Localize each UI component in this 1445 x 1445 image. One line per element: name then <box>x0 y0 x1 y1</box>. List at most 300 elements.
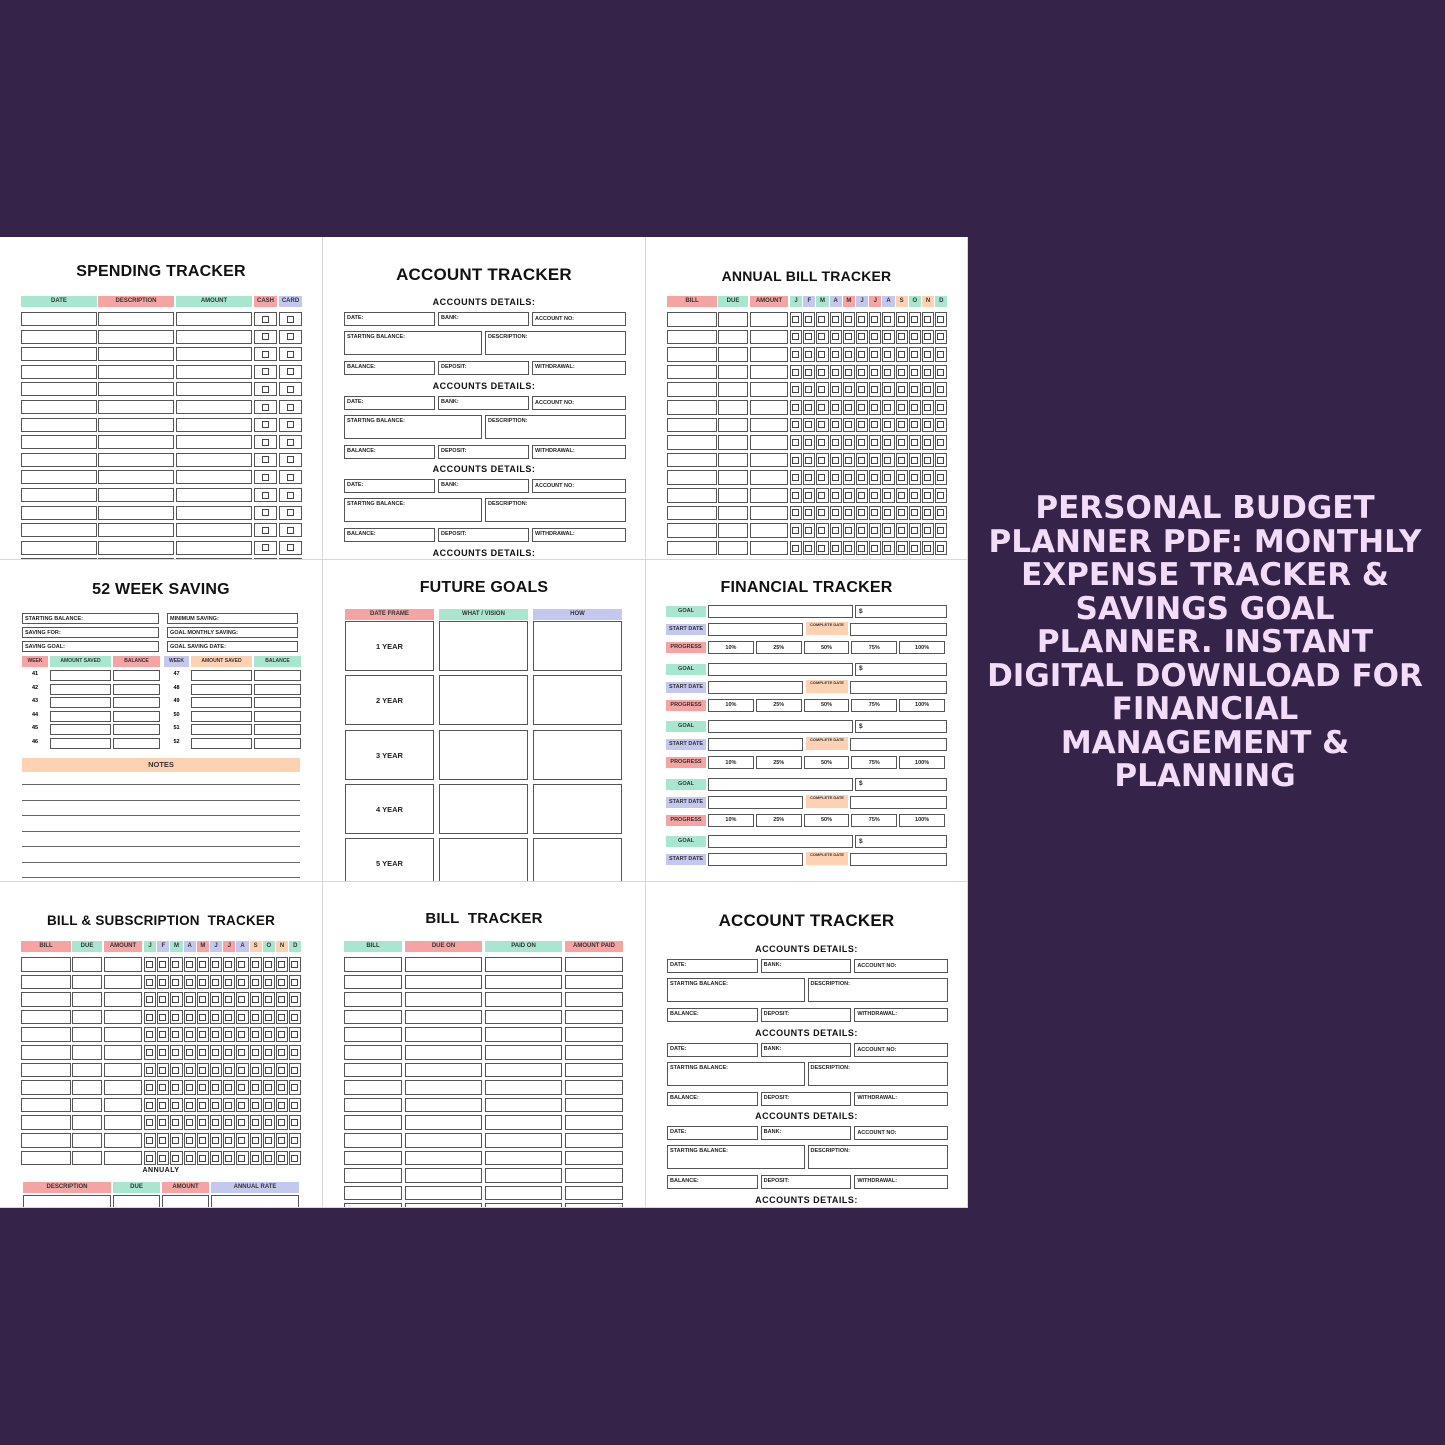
field-label: WITHDRAWAL: <box>535 531 575 537</box>
checkbox-icon <box>898 369 905 376</box>
time-frame-label: 3 YEAR <box>376 750 403 760</box>
column-header: F <box>157 941 169 952</box>
table-cell <box>439 730 528 780</box>
checkbox-icon <box>172 1014 179 1021</box>
checkbox-icon <box>252 1102 259 1109</box>
column-header: O <box>909 296 921 307</box>
checkbox-icon <box>858 527 865 534</box>
table-cell <box>72 1080 102 1095</box>
column-header: WEEK <box>22 656 48 667</box>
field-label: STARTING BALANCE: <box>347 501 405 507</box>
progress-percent: 25% <box>773 759 785 766</box>
column-header: J <box>790 296 802 307</box>
checkbox-icon <box>858 386 865 393</box>
table-cell <box>708 796 803 809</box>
checkbox-icon <box>172 1031 179 1038</box>
table-cell <box>405 1203 482 1208</box>
table-cell <box>533 838 622 882</box>
checkbox-icon <box>278 979 285 986</box>
checkbox-icon <box>278 1102 285 1109</box>
checkbox-icon <box>212 1031 219 1038</box>
checkbox-icon <box>871 351 878 358</box>
checkbox-icon <box>287 439 294 446</box>
field-label: DATE: <box>670 1045 687 1052</box>
checkbox-icon <box>845 369 852 376</box>
checkbox-icon <box>199 1137 206 1144</box>
checkbox-icon <box>262 439 269 446</box>
checkbox-icon <box>818 457 825 464</box>
checkbox-icon <box>898 457 905 464</box>
checkbox-icon <box>792 474 799 481</box>
table-cell <box>708 623 803 636</box>
checkbox-icon <box>159 1067 166 1074</box>
checkbox-icon <box>225 979 232 986</box>
table-cell <box>21 975 71 990</box>
checkbox-icon <box>199 1031 206 1038</box>
table-cell <box>344 1045 402 1060</box>
checkbox-icon <box>199 1049 206 1056</box>
page-title: BILL & SUBSCRIPTION TRACKER <box>46 913 276 928</box>
section-heading: ACCOUNTS DETAILS: <box>755 1027 858 1038</box>
checkbox-icon <box>805 351 812 358</box>
table-cell <box>708 778 853 791</box>
checkbox-icon <box>252 1031 259 1038</box>
checkbox-icon <box>845 439 852 446</box>
checkbox-icon <box>265 1102 272 1109</box>
checkbox-icon <box>884 316 891 323</box>
table-cell <box>21 957 71 972</box>
checkbox-icon <box>818 351 825 358</box>
section-heading: ACCOUNTS DETAILS: <box>432 547 536 558</box>
checkbox-icon <box>924 545 931 552</box>
subscription-tracker-page <box>0 882 323 1208</box>
field-label: DATE: <box>347 482 364 488</box>
column-header: PROGRESS <box>666 700 706 711</box>
checkbox-icon <box>858 439 865 446</box>
column-header: AMOUNT <box>162 1182 209 1193</box>
checkbox-icon <box>186 1137 193 1144</box>
field-label: STARTING BALANCE: <box>670 1064 728 1071</box>
checkbox-icon <box>278 1155 285 1162</box>
checkbox-icon <box>858 421 865 428</box>
field-label: WITHDRAWAL: <box>857 1094 898 1101</box>
column-header: START DATE <box>666 739 706 750</box>
table-cell <box>850 853 947 866</box>
table-cell <box>750 400 788 415</box>
table-cell <box>98 347 174 361</box>
column-header: AMOUNT PAID <box>565 941 623 952</box>
table-cell <box>718 400 748 415</box>
column-header: GOAL <box>666 779 706 790</box>
table-cell <box>104 1151 142 1166</box>
table-cell <box>50 684 111 695</box>
column-header: O <box>263 941 275 952</box>
column-header: D <box>935 296 947 307</box>
field-label: STARTING BALANCE: <box>347 334 405 340</box>
checkbox-icon <box>199 1067 206 1074</box>
table-cell <box>750 506 788 521</box>
table-cell <box>708 835 853 848</box>
column-header: COMPLETE DATE <box>806 795 848 808</box>
checkbox-icon <box>159 1137 166 1144</box>
table-cell <box>344 1168 402 1183</box>
checkbox-icon <box>845 333 852 340</box>
checkbox-icon <box>858 545 865 552</box>
field-label: GOAL MONTHLY SAVING: <box>170 629 238 636</box>
table-cell <box>113 697 160 708</box>
checkbox-icon <box>924 369 931 376</box>
checkbox-icon <box>262 492 269 499</box>
column-header: J <box>223 941 235 952</box>
table-cell <box>405 957 482 972</box>
financial-tracker-page <box>646 560 968 882</box>
checkbox-icon <box>265 1049 272 1056</box>
table-cell <box>176 470 252 484</box>
checkbox-icon <box>172 1049 179 1056</box>
checkbox-icon <box>146 1067 153 1074</box>
table-cell <box>485 1203 562 1208</box>
field-label: DEPOSIT: <box>441 531 467 537</box>
field-label: DESCRIPTION: <box>810 1148 850 1154</box>
checkbox-icon <box>911 404 918 411</box>
table-cell <box>254 684 301 695</box>
page-title: SPENDING TRACKER <box>76 263 246 280</box>
column-header: M <box>816 296 828 307</box>
table-cell <box>708 720 853 733</box>
checkbox-icon <box>845 492 852 499</box>
column-header: COMPLETE DATE <box>806 680 848 693</box>
field-label: BALANCE: <box>670 1011 699 1017</box>
checkbox-icon <box>291 1155 298 1162</box>
table-cell <box>98 541 174 555</box>
column-header: WEEK <box>164 656 189 667</box>
table-cell <box>405 1027 482 1042</box>
checkbox-icon <box>265 1014 272 1021</box>
field-label: $ <box>859 780 863 787</box>
column-header: J <box>856 296 868 307</box>
checkbox-icon <box>287 333 294 340</box>
table-cell <box>485 1027 562 1042</box>
checkbox-icon <box>937 545 944 552</box>
checkbox-icon <box>818 421 825 428</box>
checkbox-icon <box>265 1137 272 1144</box>
checkbox-icon <box>225 1155 232 1162</box>
column-header: AMOUNT <box>104 941 142 952</box>
field-label: BALANCE: <box>670 1094 699 1101</box>
table-cell <box>708 738 803 751</box>
checkbox-icon <box>172 979 179 986</box>
column-header: J <box>869 296 881 307</box>
table-cell <box>667 435 717 450</box>
section-heading: ACCOUNTS DETAILS: <box>432 297 536 307</box>
checkbox-icon <box>287 474 294 481</box>
checkbox-icon <box>265 1084 272 1091</box>
table-cell <box>50 724 111 735</box>
checkbox-icon <box>199 1102 206 1109</box>
table-cell <box>98 523 174 537</box>
checkbox-icon <box>252 1137 259 1144</box>
table-cell <box>50 738 111 749</box>
checkbox-icon <box>265 979 272 986</box>
field-label: DESCRIPTION: <box>488 334 528 340</box>
checkbox-icon <box>805 527 812 534</box>
table-cell <box>565 1027 623 1042</box>
checkbox-icon <box>159 1119 166 1126</box>
checkbox-icon <box>832 316 839 323</box>
table-cell <box>718 418 748 433</box>
progress-percent: 100% <box>915 702 930 708</box>
checkbox-icon <box>937 509 944 516</box>
table-cell <box>718 330 748 345</box>
checkbox-icon <box>858 457 865 464</box>
checkbox-icon <box>845 545 852 552</box>
checkbox-icon <box>238 1119 245 1126</box>
table-cell <box>21 992 71 1007</box>
table-cell <box>344 1010 402 1025</box>
checkbox-icon <box>291 996 298 1003</box>
checkbox-icon <box>818 316 825 323</box>
checkbox-icon <box>858 316 865 323</box>
table-cell <box>750 365 788 380</box>
table-cell <box>72 957 102 972</box>
column-header: BALANCE <box>254 656 301 667</box>
checkbox-icon <box>212 1084 219 1091</box>
checkbox-icon <box>924 527 931 534</box>
table-cell <box>98 488 174 502</box>
checkbox-icon <box>212 1014 219 1021</box>
checkbox-icon <box>845 421 852 428</box>
table-cell <box>104 992 142 1007</box>
checkbox-icon <box>262 368 269 375</box>
progress-percent: 50% <box>820 702 832 708</box>
checkbox-icon <box>146 961 153 968</box>
table-cell <box>176 523 252 537</box>
checkbox-icon <box>238 1084 245 1091</box>
checkbox-icon <box>262 351 269 358</box>
checkbox-icon <box>818 545 825 552</box>
table-cell <box>98 435 174 449</box>
checkbox-icon <box>911 386 918 393</box>
table-cell <box>50 711 111 722</box>
column-header: GOAL <box>666 664 706 675</box>
checkbox-icon <box>287 404 294 411</box>
checkbox-icon <box>818 509 825 516</box>
checkbox-icon <box>858 509 865 516</box>
checkbox-icon <box>291 1014 298 1021</box>
checkbox-icon <box>199 1014 206 1021</box>
field-label: DEPOSIT: <box>763 1094 790 1101</box>
checkbox-icon <box>146 1049 153 1056</box>
checkbox-icon <box>159 1031 166 1038</box>
checkbox-icon <box>884 333 891 340</box>
column-header: D <box>289 941 301 952</box>
section-heading: ACCOUNTS DETAILS: <box>755 1111 858 1121</box>
checkbox-icon <box>884 421 891 428</box>
table-cell <box>485 1115 562 1130</box>
table-cell <box>667 418 717 433</box>
table-cell <box>565 992 623 1007</box>
table-cell <box>718 506 748 521</box>
week-number: 50 <box>164 711 189 722</box>
table-cell <box>344 975 402 990</box>
table-cell <box>750 330 788 345</box>
checkbox-icon <box>186 1031 193 1038</box>
table-cell <box>718 435 748 450</box>
checkbox-icon <box>805 545 812 552</box>
week-number: 48 <box>164 684 189 695</box>
column-header: PROGRESS <box>666 642 706 653</box>
checkbox-icon <box>792 509 799 516</box>
checkbox-icon <box>911 421 918 428</box>
checkbox-icon <box>871 457 878 464</box>
checkbox-icon <box>832 527 839 534</box>
checkbox-icon <box>212 1049 219 1056</box>
checkbox-icon <box>898 316 905 323</box>
field-label: ACCOUNT NO: <box>535 399 575 406</box>
annual-heading: ANNUALY <box>142 1167 180 1174</box>
checkbox-icon <box>937 474 944 481</box>
field-label: ACCOUNT NO: <box>857 963 897 969</box>
table-cell <box>565 1115 623 1130</box>
checkbox-icon <box>832 509 839 516</box>
field-label: BALANCE: <box>347 531 376 537</box>
checkbox-icon <box>805 439 812 446</box>
column-header: START DATE <box>666 624 706 635</box>
table-cell <box>21 435 97 449</box>
field-label: ACCOUNT NO: <box>857 1130 897 1136</box>
checkbox-icon <box>262 386 269 393</box>
table-cell <box>344 1151 402 1166</box>
progress-percent: 100% <box>915 644 930 651</box>
checkbox-icon <box>792 439 799 446</box>
checkbox-icon <box>924 492 931 499</box>
checkbox-icon <box>832 457 839 464</box>
field-label: BANK: <box>763 1045 782 1052</box>
checkbox-icon <box>818 386 825 393</box>
checkbox-icon <box>832 421 839 428</box>
checkbox-icon <box>911 527 918 534</box>
field-label: DESCRIPTION: <box>488 417 528 424</box>
checkbox-icon <box>858 333 865 340</box>
table-cell <box>21 1027 71 1042</box>
field-label: WITHDRAWAL: <box>857 1011 898 1017</box>
field-label: WITHDRAWAL: <box>535 447 575 454</box>
checkbox-icon <box>845 351 852 358</box>
checkbox-icon <box>252 1049 259 1056</box>
table-cell <box>405 1063 482 1078</box>
checkbox-icon <box>252 1119 259 1126</box>
checkbox-icon <box>792 369 799 376</box>
table-cell <box>21 400 97 414</box>
field-label: $ <box>859 607 863 615</box>
notes-line <box>22 846 300 847</box>
section-heading: ACCOUNTS DETAILS: <box>432 380 536 391</box>
column-header: PROGRESS <box>666 757 706 768</box>
table-cell <box>750 347 788 362</box>
checkbox-icon <box>172 961 179 968</box>
table-cell <box>718 312 748 327</box>
checkbox-icon <box>884 457 891 464</box>
page-title: FUTURE GOALS <box>419 579 549 596</box>
checkbox-icon <box>225 1084 232 1091</box>
table-cell <box>176 435 252 449</box>
week-number: 51 <box>164 724 189 735</box>
checkbox-icon <box>291 1084 298 1091</box>
checkbox-icon <box>252 1155 259 1162</box>
checkbox-icon <box>845 404 852 411</box>
table-cell <box>565 975 623 990</box>
table-cell <box>750 453 788 468</box>
column-header: START DATE <box>666 854 706 865</box>
checkbox-icon <box>262 333 269 340</box>
field-label: STARTING BALANCE: <box>25 615 83 622</box>
table-cell <box>485 957 562 972</box>
checkbox-icon <box>225 961 232 968</box>
checkbox-icon <box>199 961 206 968</box>
column-header: BILL <box>21 941 71 952</box>
table-cell <box>176 347 252 361</box>
checkbox-icon <box>924 404 931 411</box>
checkbox-icon <box>871 404 878 411</box>
table-cell <box>104 1063 142 1078</box>
checkbox-icon <box>792 527 799 534</box>
checkbox-icon <box>225 1119 232 1126</box>
checkbox-icon <box>159 996 166 1003</box>
progress-percent: 25% <box>773 644 785 651</box>
checkbox-icon <box>937 333 944 340</box>
checkbox-icon <box>265 961 272 968</box>
checkbox-icon <box>238 1102 245 1109</box>
field-label: WITHDRAWAL: <box>535 364 575 370</box>
table-cell <box>344 1133 402 1148</box>
column-header: GOAL <box>666 721 706 732</box>
table-cell <box>485 992 562 1007</box>
table-cell <box>21 541 97 555</box>
checkbox-icon <box>238 1137 245 1144</box>
column-header: J <box>144 941 156 952</box>
table-cell <box>98 330 174 344</box>
checkbox-icon <box>805 333 812 340</box>
checkbox-icon <box>262 421 269 428</box>
column-header: DUE ON <box>405 941 482 952</box>
checkbox-icon <box>898 351 905 358</box>
checkbox-icon <box>199 979 206 986</box>
table-cell <box>72 1115 102 1130</box>
checkbox-icon <box>291 1067 298 1074</box>
checkbox-icon <box>832 545 839 552</box>
table-cell <box>344 1203 402 1208</box>
checkbox-icon <box>845 386 852 393</box>
checkbox-icon <box>252 996 259 1003</box>
table-cell <box>718 365 748 380</box>
checkbox-icon <box>832 404 839 411</box>
field-label: DEPOSIT: <box>441 447 467 454</box>
table-cell <box>21 382 97 396</box>
table-cell <box>72 1133 102 1148</box>
checkbox-icon <box>172 1102 179 1109</box>
checkbox-icon <box>199 1119 206 1126</box>
table-cell <box>98 312 174 326</box>
field-label: BANK: <box>763 962 782 968</box>
checkbox-icon <box>937 421 944 428</box>
column-header: S <box>896 296 908 307</box>
table-cell <box>405 1010 482 1025</box>
column-header: DATE <box>21 296 97 307</box>
checkbox-icon <box>818 439 825 446</box>
column-header: DESCRIPTION <box>98 296 174 307</box>
table-cell <box>113 724 160 735</box>
checkbox-icon <box>871 492 878 499</box>
